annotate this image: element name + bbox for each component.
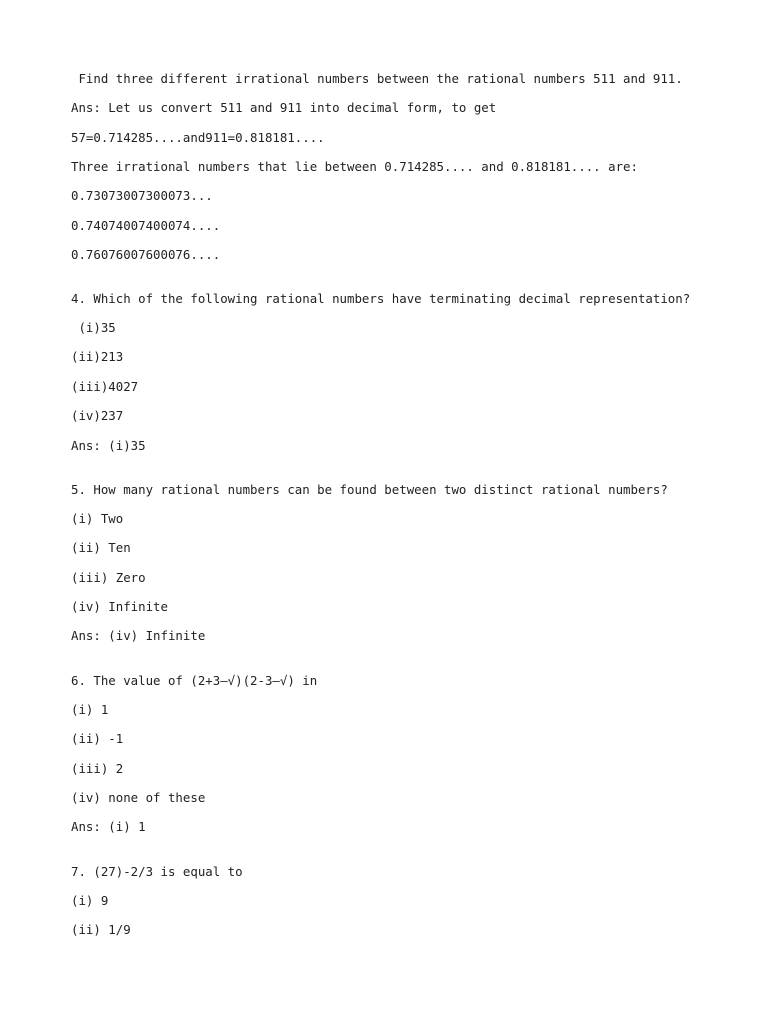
answer-5: Ans: (iv) Infinite — [71, 628, 206, 643]
irrational-number-2: 0.74074007400074.... — [71, 218, 221, 233]
irrational-number-1: 0.73073007300073... — [71, 188, 213, 203]
answer-3-intro: Ans: Let us convert 511 and 911 into decimal form, to get — [71, 100, 497, 115]
answer-4: Ans: (i)35 — [71, 438, 146, 453]
question-3-text: Find three different irrational numbers between the rational numbers 511 and 911. — [71, 71, 683, 86]
irrational-number-3: 0.76076007600076.... — [71, 247, 221, 262]
question-6-text: 6. The value of (2+3–√)(2-3–√) in — [71, 673, 318, 688]
question-4-option-ii: (ii)213 — [71, 349, 124, 364]
question-5-option-iii: (iii) Zero — [71, 570, 146, 585]
question-7-text: 7. (27)-2/3 is equal to — [71, 864, 243, 879]
question-7-option-i: (i) 9 — [71, 893, 109, 908]
question-5-text: 5. How many rational numbers can be found between two distinct rational numbers? — [71, 482, 668, 497]
question-4-text: 4. Which of the following rational numbers have terminating decimal representation? — [71, 291, 691, 306]
question-5-option-i: (i) Two — [71, 511, 124, 526]
answer-3-decimals: 57=0.714285....and911=0.818181.... — [71, 130, 325, 145]
answer-3-statement: Three irrational numbers that lie between 0.714285.... and 0.818181.... are: — [71, 159, 638, 174]
question-4-option-iii: (iii)4027 — [71, 379, 139, 394]
question-6-option-iv: (iv) none of these — [71, 790, 206, 805]
question-5-option-iv: (iv) Infinite — [71, 599, 168, 614]
question-7-option-ii: (ii) 1/9 — [71, 922, 131, 937]
question-6-option-i: (i) 1 — [71, 702, 109, 717]
question-6-option-iii: (iii) 2 — [71, 761, 124, 776]
question-5-option-ii: (ii) Ten — [71, 540, 131, 555]
answer-6: Ans: (i) 1 — [71, 819, 146, 834]
question-6-option-ii: (ii) -1 — [71, 731, 124, 746]
question-4-option-iv: (iv)237 — [71, 408, 124, 423]
question-4-option-i: (i)35 — [71, 320, 116, 335]
